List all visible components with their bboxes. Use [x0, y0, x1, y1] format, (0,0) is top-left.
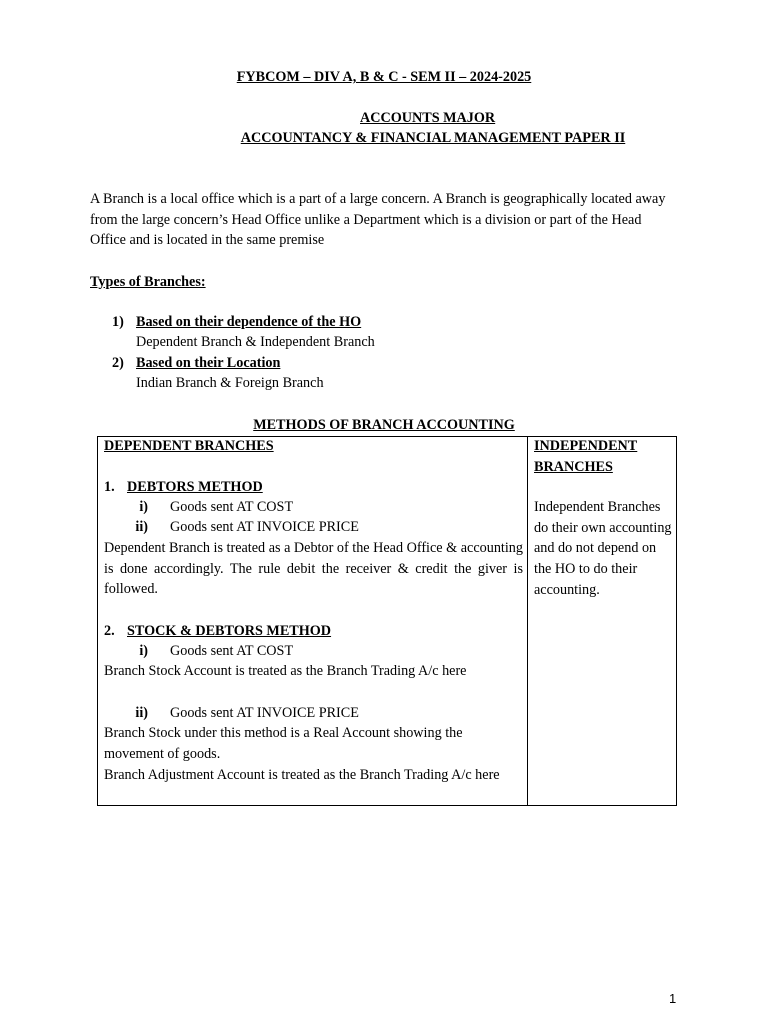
sub-item-text: Goods sent AT INVOICE PRICE	[170, 705, 359, 721]
types-item-2	[112, 353, 280, 374]
method-1-description: Dependent Branch is treated as a Debtor of the Head Office & accounting is done accordingly. The rule debit the receiver & credit the giver is followed.	[104, 540, 523, 598]
document-title: FYBCOM – DIV A, B & C - SEM II – 2024-2025	[236, 69, 532, 85]
types-item-1-detail: Dependent Branch & Independent Branch	[136, 334, 375, 350]
method-1-sub-2	[104, 517, 359, 538]
method-2-sub-1-description: Branch Stock Account is treated as the Branch Trading A/c here	[104, 663, 467, 679]
methods-heading: METHODS OF BRANCH ACCOUNTING	[253, 417, 515, 433]
sub-item-text: Goods sent AT COST	[170, 643, 294, 659]
method-1-sub-1	[104, 497, 293, 518]
independent-description: Independent Branches do their own accounting and do not depend on the HO to do their accounting.	[534, 499, 672, 598]
roman-number: i)	[139, 643, 148, 659]
method-2-sub-2-description-1: Branch Stock under this method is a Real Account showing the movement of goods.	[104, 725, 463, 762]
method-2-sub-2-description-2: Branch Adjustment Account is treated as the Branch Trading A/c here	[104, 767, 500, 783]
types-item-2-detail: Indian Branch & Foreign Branch	[136, 375, 324, 391]
independent-heading: INDEPENDENT BRANCHES	[534, 438, 638, 475]
roman-number: ii)	[135, 519, 148, 535]
types-heading: Types of Branches:	[90, 274, 206, 290]
method-2-sub-1	[104, 641, 293, 662]
method-2-sub-2	[104, 703, 359, 724]
roman-number: i)	[139, 499, 148, 515]
list-item-heading: Based on their Location	[136, 355, 281, 371]
sub-item-text: Goods sent AT COST	[170, 499, 294, 515]
sub-item-text: Goods sent AT INVOICE PRICE	[170, 519, 359, 535]
types-item-1	[112, 312, 361, 333]
list-number: 2)	[112, 355, 124, 371]
method-1-title	[104, 477, 523, 498]
paper-heading: ACCOUNTANCY & FINANCIAL MANAGEMENT PAPER II	[240, 130, 626, 146]
method-title: STOCK & DEBTORS METHOD	[127, 623, 332, 639]
method-2-title	[104, 621, 523, 642]
page-number: 1	[669, 991, 677, 1006]
method-number: 2.	[104, 623, 115, 639]
table-column-divider	[527, 436, 528, 806]
subject-heading: ACCOUNTS MAJOR	[360, 110, 496, 126]
list-item-heading: Based on their dependence of the HO	[136, 314, 362, 330]
method-number: 1.	[104, 479, 115, 495]
list-number: 1)	[112, 314, 124, 330]
intro-paragraph: A Branch is a local office which is a part of a large concern. A Branch is geographically located away from the large concern’s Head Office unlike a Department which is a division or part of the Head Office and is located in the same premise	[90, 191, 666, 249]
method-title: DEBTORS METHOD	[127, 479, 263, 495]
dependent-heading: DEPENDENT BRANCHES	[104, 438, 274, 454]
roman-number: ii)	[135, 705, 148, 721]
